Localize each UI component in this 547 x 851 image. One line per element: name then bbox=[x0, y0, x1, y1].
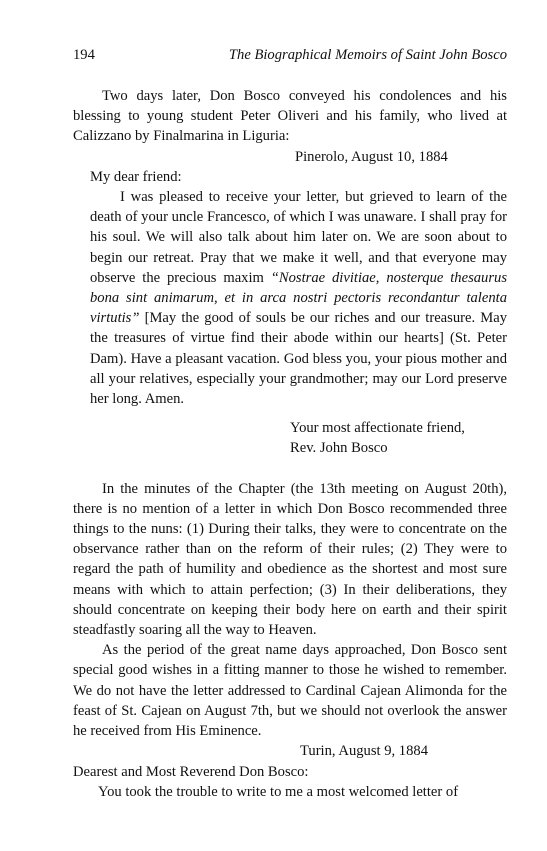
latin-quote: “Nostrae divitiae, nosterque thesaurus bona sint animarum, et in arca nostri pectoris recondantur talenta virtutis” bbox=[90, 269, 507, 327]
chapter-minutes-paragraph: In the minutes of the Chapter (the 13th meeting on August 20th), there is no mention of a letter in which Don Bosco recommended three things to the nuns: (1) During their talks, they were to concentrate on the observance rather than on the reform of their rules; (2) They were to regard the path of humility and obedience as the shortest and most sure means with which to attain perfection; (3) In their deliberations, they should concentrate on keeping their body here on earth and their spirit steadfastly soaring all the way to Heaven. bbox=[73, 480, 507, 639]
letter1-salutation: My dear friend: bbox=[90, 168, 182, 185]
name-days-paragraph: As the period of the great name days approached, Don Bosco sent special good wishes in a fitting manner to those he wished to remember. We do not have the letter addressed to Cardinal Cajean Alimonda for the feast of St. Cajean on August 7th, but we should not overlook the answer he received from His Eminence. bbox=[73, 642, 507, 740]
letter1-body bbox=[90, 187, 507, 409]
letter1-body-text-2: [May the good of souls be our riches and our treasure. May the treasures of virtue find their abode within our hearts] (St. Peter Dam). Have a pleasant vacation. God bless you, your pious mother and all your relatives, especially your grandmother; may our Lord preserve her long. Amen. bbox=[90, 310, 507, 408]
letter1-dateline: Pinerolo, August 10, 1884 bbox=[295, 148, 448, 165]
letter1-closing bbox=[290, 418, 507, 458]
closing-signature: Rev. John Bosco bbox=[290, 440, 388, 457]
letter2-body: You took the trouble to write to me a most welcomed letter of bbox=[98, 783, 459, 800]
page-number: 194 bbox=[73, 47, 95, 63]
letter1-body-text-1: I was pleased to receive your letter, but grieved to learn of the death of your uncle Francesco, of which I was unaware. I shall pray for his soul. We will also talk about him later on. We are soon about to begin our retreat. Pray that we make it well, and that everyone may observe the precious maxim bbox=[90, 189, 507, 286]
letter2-salutation: Dearest and Most Reverend Don Bosco: bbox=[73, 763, 309, 780]
intro-paragraph: Two days later, Don Bosco conveyed his condolences and his blessing to young student Peter Oliveri and his family, who lived at Calizzano by Finalmarina in Liguria: bbox=[73, 88, 507, 145]
letter2-dateline: Turin, August 9, 1884 bbox=[300, 743, 428, 760]
page-header bbox=[73, 47, 507, 67]
running-title: The Biographical Memoirs of Saint John Bosco bbox=[228, 47, 507, 63]
page-body bbox=[73, 86, 507, 802]
letter1 bbox=[90, 167, 507, 459]
closing-line-1: Your most affectionate friend, bbox=[290, 420, 465, 437]
